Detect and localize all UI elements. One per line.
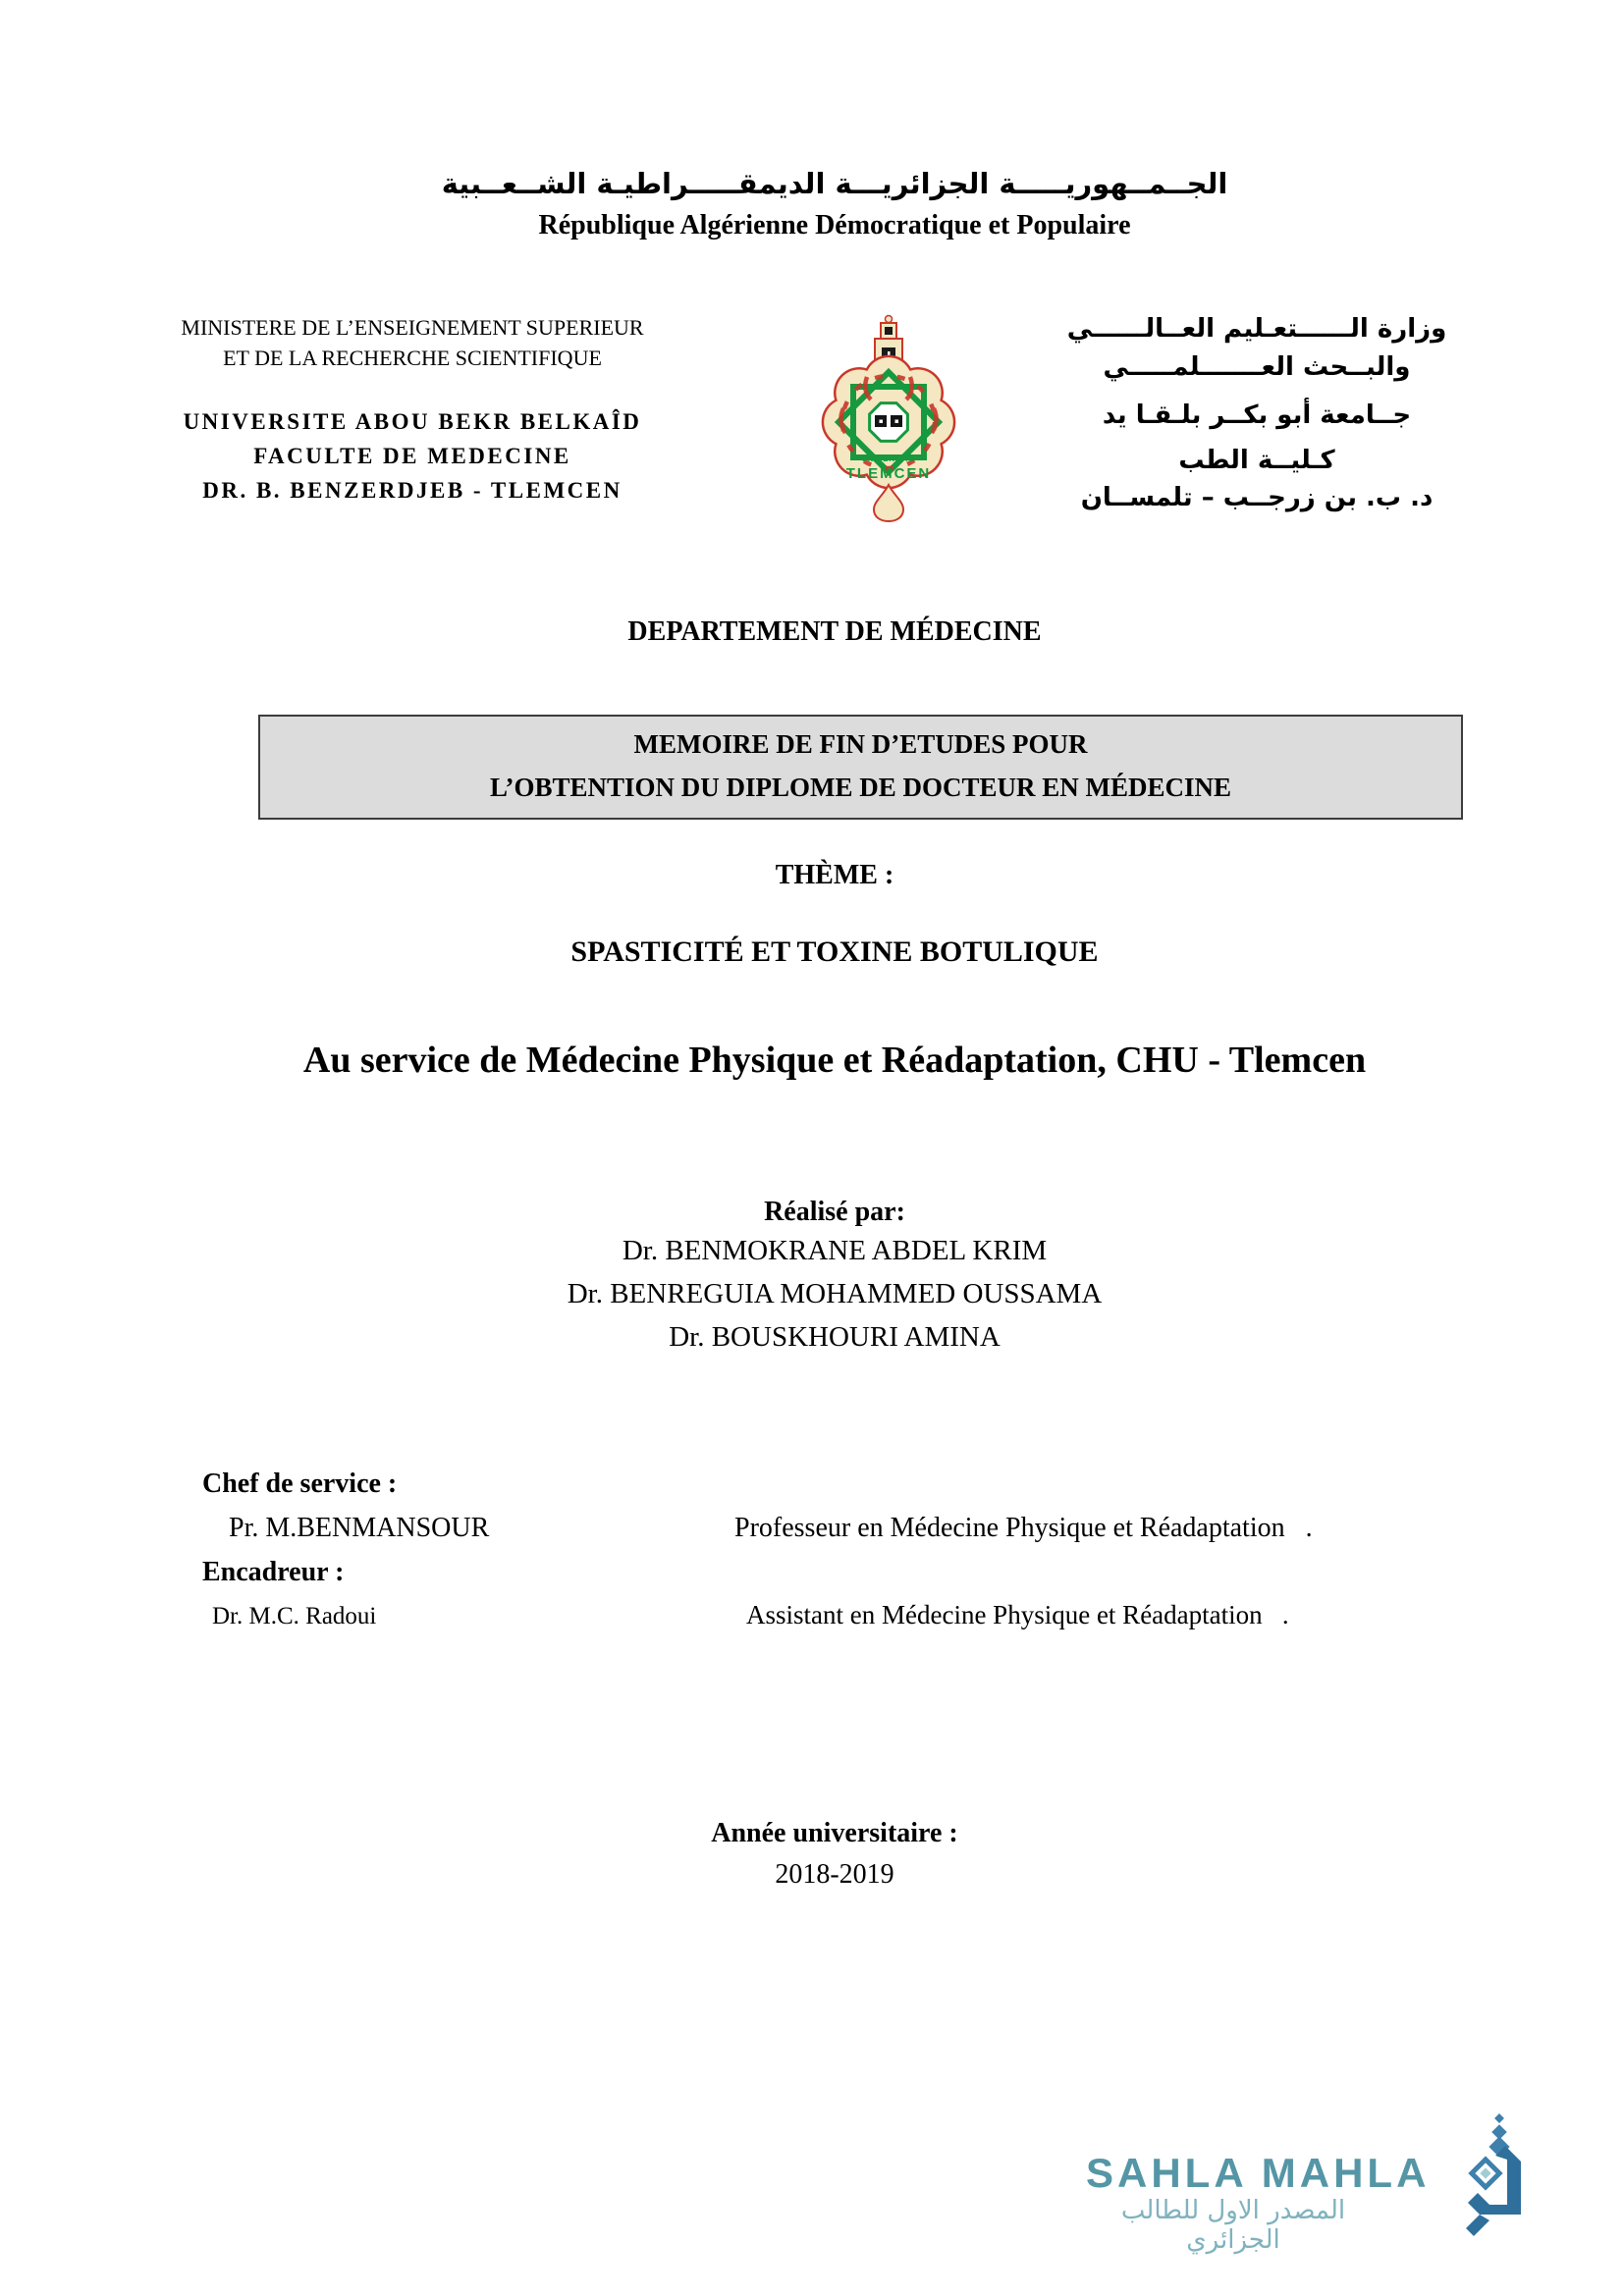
university-block-fr bbox=[126, 404, 699, 507]
chef-de-service-role: Professeur en Médecine Physique et Réadaptation . bbox=[734, 1513, 1313, 1543]
chef-de-service-name: Pr. M.BENMANSOUR bbox=[229, 1513, 490, 1543]
ministry-ar-line-2: والبــحث العـــــــلمـــــي bbox=[1103, 352, 1411, 382]
brand-kufic-logo-icon bbox=[1460, 2110, 1531, 2244]
ministry-block-fr bbox=[126, 312, 699, 373]
ministry-line-1: MINISTERE DE L’ENSEIGNEMENT SUPERIEUR bbox=[181, 315, 644, 340]
author-name: Dr. BENREGUIA MOHAMMED OUSSAMA bbox=[567, 1278, 1103, 1309]
ministry-line-2: ET DE LA RECHERCHE SCIENTIFIQUE bbox=[223, 346, 602, 370]
brand-tagline-arabic: المصدر الاول للطالب الجزائري bbox=[1120, 2196, 1346, 2255]
ministry-ar-line-4: كـليــة الطب bbox=[1178, 446, 1335, 475]
memoire-line-1: MEMOIRE DE FIN D’ETUDES POUR bbox=[633, 729, 1088, 759]
chef-de-service-label: Chef de service : bbox=[202, 1468, 398, 1499]
university-line-3: DR. B. BENZERDJEB - TLEMCEN bbox=[202, 478, 623, 503]
university-line-1: UNIVERSITE ABOU BEKR BELKAÎD bbox=[183, 409, 642, 434]
seal-universite-label: UNIVERSITE bbox=[861, 454, 916, 463]
seal-tlemcen-label: TLEMCEN bbox=[845, 465, 932, 482]
university-of-tlemcen-seal-icon bbox=[805, 312, 972, 523]
authors-heading: Réalisé par: bbox=[764, 1197, 905, 1227]
author-name: Dr. BENMOKRANE ABDEL KRIM bbox=[622, 1235, 1048, 1266]
encadreur-label: Encadreur : bbox=[202, 1557, 345, 1587]
academic-year-value: 2018-2019 bbox=[775, 1859, 894, 1890]
brand-mark-knot bbox=[1466, 2146, 1521, 2236]
author-name: Dr. BOUSKHOURI AMINA bbox=[669, 1321, 1001, 1353]
republic-title-arabic: الجــمــهوريـــــة الجزائريـــة الديمقـــــراطيـة الشــعــبية bbox=[441, 167, 1228, 200]
ministry-ar-line-5: د. ب. بن زرجــب – تلمســان bbox=[1080, 483, 1434, 512]
university-line-2: FACULTE DE MEDECINE bbox=[253, 444, 571, 468]
theme-label: THÈME : bbox=[775, 860, 894, 890]
ministry-ar-line-1: وزارة الــــــتعـليم العــالــــــي bbox=[1066, 314, 1447, 344]
memoire-line-2: L’OBTENTION DU DIPLOME DE DOCTEUR EN MÉDECINE bbox=[489, 773, 1232, 802]
department-heading: DEPARTEMENT DE MÉDECINE bbox=[627, 616, 1042, 647]
ministry-ar-line-3: جــامعة أبو بكــر بلـقـا يد bbox=[1102, 400, 1412, 430]
encadreur-name: Dr. M.C. Radoui bbox=[212, 1603, 377, 1629]
ministry-block-ar bbox=[1036, 314, 1478, 520]
encadreur-role: Assistant en Médecine Physique et Réadaptation . bbox=[746, 1600, 1289, 1629]
academic-year-label: Année universitaire : bbox=[711, 1818, 958, 1848]
memoire-title-box bbox=[258, 715, 1463, 820]
authors-list bbox=[196, 1229, 1473, 1359]
service-subtitle: Au service de Médecine Physique et Réadaptation, CHU - Tlemcen bbox=[302, 1040, 1367, 1081]
brand-wordmark: SAHLA MAHLA bbox=[1086, 2150, 1431, 2196]
republic-title-french: République Algérienne Démocratique et Populaire bbox=[538, 210, 1131, 240]
theme-title: SPASTICITÉ ET TOXINE BOTULIQUE bbox=[570, 935, 1099, 968]
seal-finial bbox=[874, 485, 903, 521]
